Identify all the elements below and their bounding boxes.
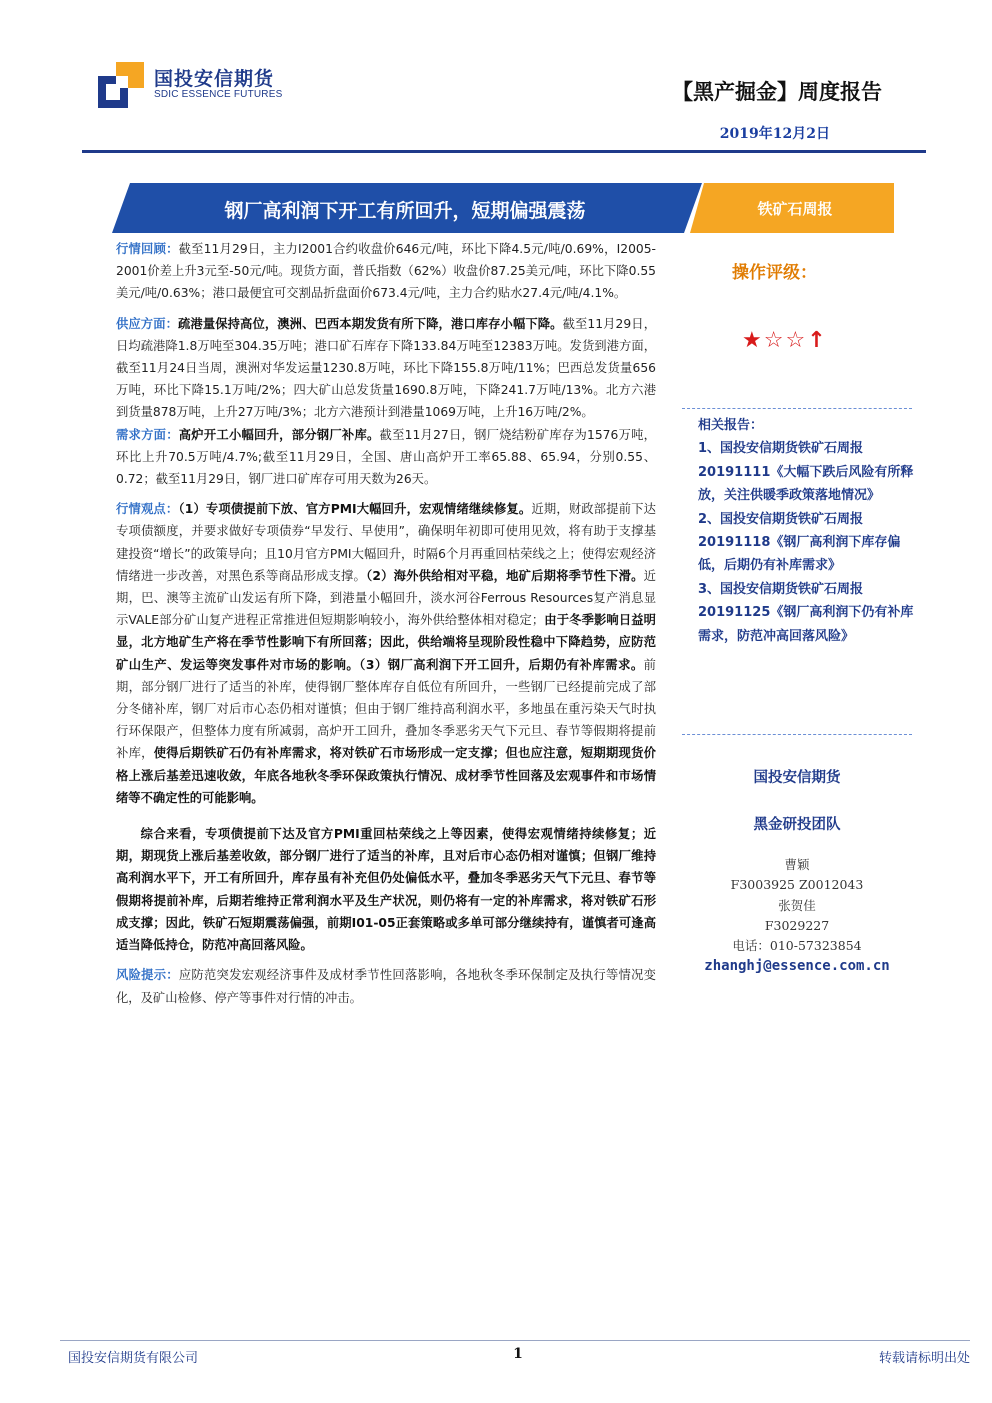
report-title: 钢厂高利润下开工有所回升，短期偏强震荡 — [224, 200, 586, 222]
demand-section — [116, 424, 656, 491]
outlook-point3-headline: （3）钢厂高利润下开工回升，后期仍有补库需求。 — [359, 657, 644, 672]
contact-email[interactable]: zhanghj@essence.com.cn — [704, 958, 890, 974]
demand-headline: 高炉开工小幅回升，部分钢厂补库。 — [178, 427, 380, 442]
sidebar-divider — [682, 408, 912, 409]
report-date: 2019年12月2日 — [719, 126, 830, 142]
company-name-cn: 国投安信期货 — [154, 68, 275, 90]
supply-section — [116, 313, 656, 424]
supply-headline: 疏港量保持高位，澳洲、巴西本期发货有所下降，港口库存小幅下降。 — [178, 316, 563, 331]
report-type: 【黑产掘金】周度报告 — [672, 80, 882, 104]
analyst-name: 张贺佳 — [778, 897, 816, 913]
analyst-info — [682, 855, 912, 956]
related-report-item[interactable]: 2、国投安信期货铁矿石周报20191118《钢厂高利润下库存偏低，后期仍有补库需求》 — [698, 511, 901, 574]
company-logo-icon — [98, 62, 144, 108]
outlook-point1-text: 近期，财政部提前下达专项债额度，并要求做好专项债券“早发行、早使用”，确保明年初即可使用见效，将有助于支撑基建投资“增长”的政策导向；且10月官方PMI大幅回升，时隔6个月再重回枯荣线之上；使得宏观经济情绪进一步改善，对黑色系等商品形成支撑。 — [116, 502, 656, 583]
outlook-point3-emphasis: 使得后期铁矿石仍有补库需求，将对铁矿石市场形成一定支撑；但也应注意，短期期现货价格上涨后基差迅速收敛，年底各地秋冬季环保政策执行情况、成材季节性回落及宏观事件和市场情绪等不确定性的可能影响。 — [116, 746, 656, 805]
risk-label: 风险提示： — [116, 968, 179, 983]
supply-label: 供应方面： — [116, 316, 179, 331]
analyst-license: F3029227 — [764, 917, 830, 933]
outlook-point1-headline: （1）专项债提前下放、官方PMI大幅回升，宏观情绪继续修复。 — [178, 502, 532, 517]
market-review-section — [116, 238, 656, 305]
star-empty-icon: ☆☆ — [763, 328, 808, 353]
footer-company: 国投安信期货有限公司 — [68, 1351, 199, 1366]
market-review-label: 行情回顾： — [116, 242, 179, 256]
risk-section — [116, 964, 656, 1008]
outlook-label: 行情观点： — [116, 502, 179, 517]
sidebar-company: 国投安信期货 — [753, 770, 841, 786]
category-tag: 铁矿石周报 — [757, 200, 833, 218]
market-review-text: 截至11月29日，主力I2001合约收盘价646元/吨，环比下降4.5元/吨/0.69%，I2005-2001价差上升3元至-50元/吨。现货方面，普氏指数（62%）收盘价87.25美元/吨，环比下降0.55美元/吨/0.63%；港口最便宜可交割品折盘面价673.4元/吨，主力合约贴水27.4元/吨/4.1%。 — [116, 242, 656, 301]
related-report-item[interactable]: 3、国投安信期货铁矿石周报20191125《钢厂高利润下仍有补库需求，防范冲高回落风险》 — [698, 581, 914, 644]
related-report-item[interactable]: 1、国投安信期货铁矿石周报20191111《大幅下跌后风险有所释放，关注供暖季政策落地情况》 — [698, 441, 914, 504]
outlook-point2-emphasis: 由于冬季影响日益明显，北方地矿生产将在季节性影响下有所回落；因此，供给端将呈现阶段性稳中下降趋势，应防范矿山生产、发运等突发事件对市场的影响。 — [116, 613, 656, 672]
company-name-en: SDIC ESSENCE FUTURES — [154, 89, 283, 100]
analyst-name: 曹颖 — [784, 857, 810, 872]
analyst-license: F3003925 Z0012043 — [730, 877, 864, 893]
outlook-point2-text: 近期，巴、澳等主流矿山发运有所下降，到港量小幅回升，淡水河谷Ferrous Resources复产消息显示VALE部分矿山复产进程正常推进但短期影响较小，海外供给整体相对稳定； — [116, 568, 656, 628]
rating-stars — [742, 328, 828, 353]
sidebar-divider — [682, 734, 912, 735]
outlook-section — [116, 498, 656, 809]
risk-text: 应防范突发宏观经济事件及成材季节性回落影响，各地秋冬季环保制定及执行等情况变化，及矿山检修、停产等事件对行情的冲击。 — [116, 968, 656, 1005]
demand-label: 需求方面： — [116, 427, 179, 442]
related-reports-title: 相关报告： — [698, 418, 764, 433]
analyst-phone: 电话：010-57323854 — [732, 938, 862, 954]
page-number: 1 — [513, 1346, 523, 1362]
supply-text: 截至11月29日，日均疏港降1.8万吨至304.35万吨；港口矿石库存下降133.84万吨至12383万吨。发货到港方面，截至11月24日当周，澳洲对华发运量1230.8万吨，环比下降155.8万吨/11%；巴西总发货量656万吨，环比下降15.1万吨/2%；四大矿山总发货量1690.8万吨，下降241.7万吨/13%。北方六港到货量878万吨，上升27万吨/3%；北方六港预计到港量1069万吨，上升16万吨/2%。 — [116, 316, 656, 420]
main-content — [116, 238, 656, 1017]
footer-divider — [60, 1340, 970, 1341]
star-filled-icon: ★ — [742, 328, 764, 353]
demand-text: 截至11月27日，钢厂烧结粉矿库存为1576万吨，环比上升70.5万吨/4.7%;截至11月29日，全国、唐山高炉开工率65.88、65.94，分别0.55、0.72；截至11月29日，钢厂进口矿库存可用天数为26天。 — [116, 427, 656, 487]
header-divider — [82, 150, 926, 153]
arrow-up-icon: ↑ — [807, 328, 828, 353]
outlook-point2-headline: （2）海外供给相对平稳，地矿后期将季节性下滑。 — [366, 568, 644, 583]
footer-notice: 转载请标明出处 — [878, 1351, 970, 1366]
related-reports — [698, 414, 920, 648]
summary-paragraph: 综合来看，专项债提前下达及官方PMI重回枯荣线之上等因素，使得宏观情绪持续修复；近期，期现货上涨后基差收敛，部分钢厂进行了适当的补库，且对后市心态仍相对谨慎；但钢厂维持高利润水平下，开工有所回升，库存虽有补充但仍处偏低水平，叠加冬季恶劣天气下元旦、春节等假期将提前补库，后期若维持正常利润水平及生产状况，则仍将有一定的补库需求，将对铁矿石形成支撑；因此，铁矿石短期震荡偏强，前期I01-05正套策略或多单可部分继续持有，谨慎者可逢高适当降低持仓，防范冲高回落风险。 — [116, 827, 656, 953]
sidebar-team: 黑金研投团队 — [753, 817, 841, 833]
rating-label: 操作评级： — [732, 263, 817, 283]
outlook-point3-text: 前期，部分钢厂进行了适当的补库，使得钢厂整体库存自低位有所回升，一些钢厂已经提前完成了部分冬储补库，钢厂对后市心态仍相对谨慎；但由于钢厂维持高利润水平，多地虽在重污染天气时执行环保限产，但整体力度有所减弱，高炉开工回升，叠加冬季恶劣天气下元旦、春节等假期将提前补库， — [116, 657, 656, 761]
